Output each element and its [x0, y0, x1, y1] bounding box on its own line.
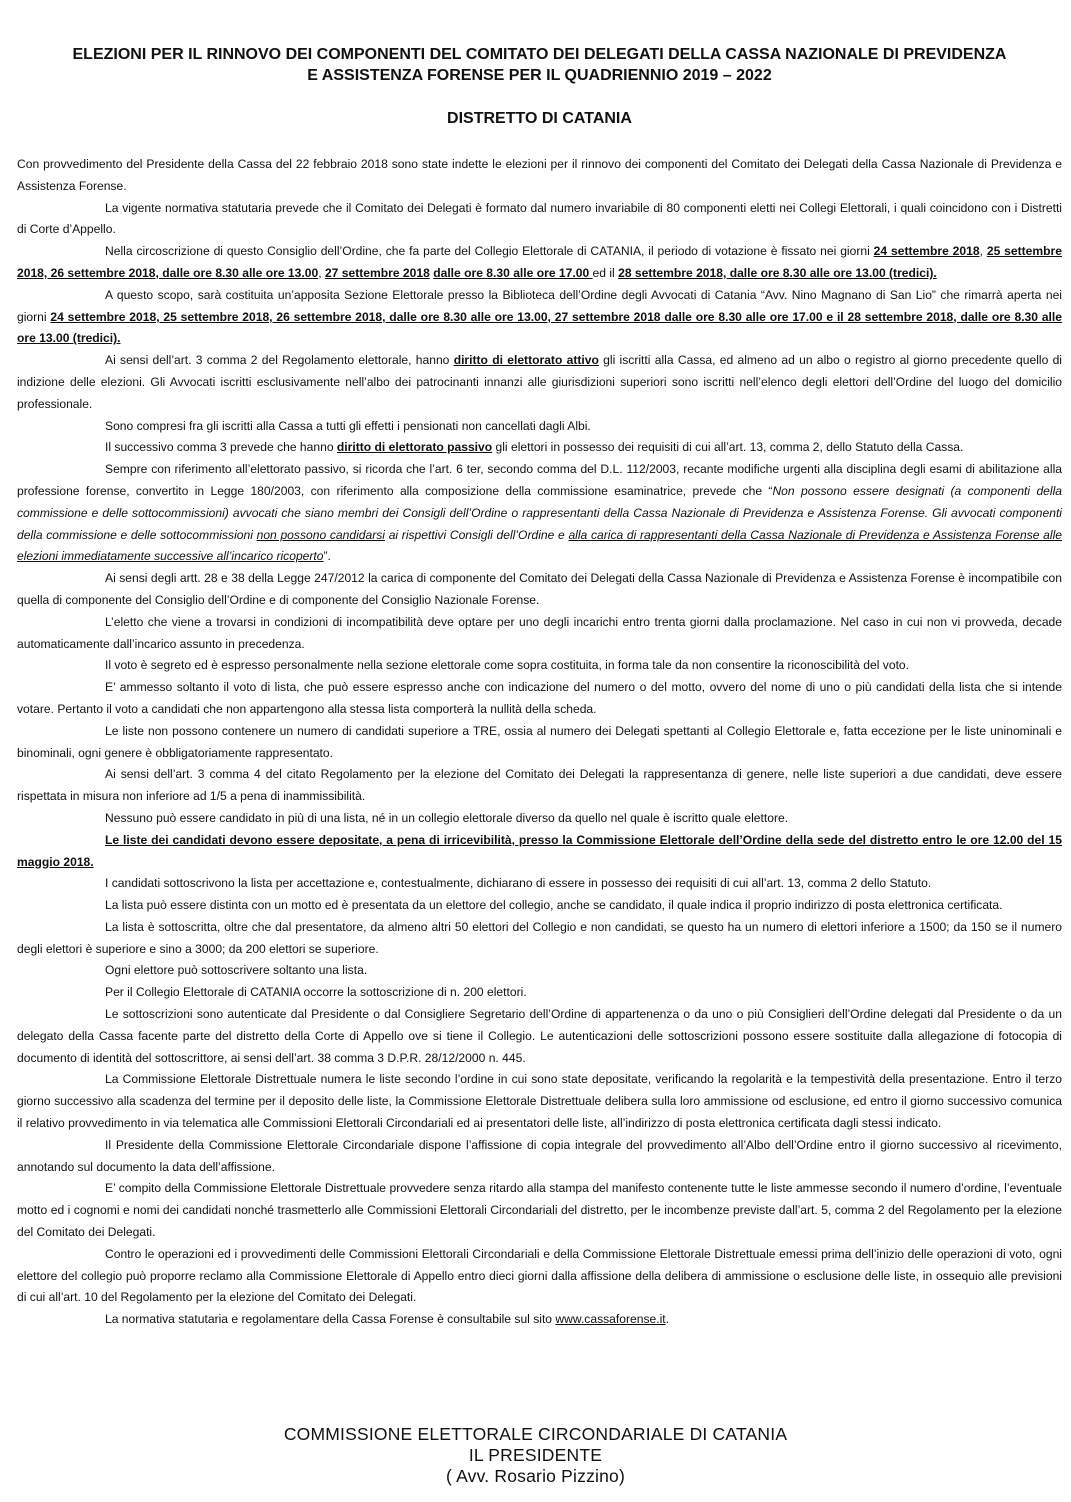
text-run: Il voto è segreto ed è espresso personalmente nella sezione elettorale come sopra costituita, in forma tale da non consentire la riconoscibilità del voto. [105, 658, 910, 673]
paragraph [17, 241, 1062, 285]
paragraph [17, 873, 1062, 895]
paragraph [17, 1004, 1062, 1069]
text-run: La lista può essere distinta con un motto ed è presentata da un elettore del collegio, anche se candidato, il quale indica il proprio indirizzo di posta elettronica certificata. [105, 898, 1003, 913]
emphasis-text: 27 settembre 2018 [324, 265, 430, 280]
text-run: gli iscritti alla Cassa, ed almeno ad un albo o registro al giorno precedente quello di indizione delle elezioni. Gli Avvocati iscritti esclusivamente nell’albo dei patrocinanti innanzi alle giurisdizioni superiori sono iscritti nell’elenco degli elettori dell’Ordine del luogo del domicilio professionale. [17, 353, 1062, 411]
emphasis-text: alla carica di rappresentanti della Cassa Nazionale di Previdenza e Assistenza Forense alle elezioni immediatamente successive all’incarico ricoperto [17, 527, 1062, 564]
text-run: Nella circoscrizione di questo Consiglio dell’Ordine, che fa parte del Collegio Elettorale di CATANIA, il periodo di votazione è fissato nei giorni [105, 244, 874, 259]
text-run: Nessuno può essere candidato in più di una lista, né in un collegio elettorale diverso da quello nel quale è iscritto quale elettore. [105, 810, 789, 825]
title-line-1: ELEZIONI PER IL RINNOVO DEI COMPONENTI DEL COMITATO DEI DELEGATI DELLA CASSA NAZIONALE DI PREVIDENZA [72, 46, 1007, 63]
paragraph [17, 895, 1062, 917]
text-run: Le sottoscrizioni sono autenticate dal Presidente o dal Consigliere Segretario dell’Ordine di appartenenza o da uno o più Consiglieri dell’Ordine delegati dal Presidente o da un delegato della Cassa facente parte del distretto della Corte di Appello ove si tiene il Collegio. Le autenticazioni delle sottoscrizioni possono essere sostituite dalla allegazione di fotocopia di documento di identità del sottoscrittore, ai sensi dell’art. 38 comma 3 D.P.R. 28/12/2000 n. 445. [17, 1007, 1062, 1065]
paragraph [17, 677, 1062, 721]
paragraph [17, 808, 1062, 830]
text-run: gli elettori in possesso dei requisiti di cui all’art. 13, comma 2, dello Statuto della Cassa. [492, 440, 964, 455]
paragraph [17, 655, 1062, 677]
paragraph [17, 917, 1062, 961]
paragraph [17, 568, 1062, 612]
text-run: La lista è sottoscritta, oltre che dal presentatore, da almeno altri 50 elettori del Collegio e non candidati, se questo ha un numero di elettori inferiore a 1500; da 150 se il numero degli elettori è superiore e sino a 3000; da 200 elettori se superiore. [17, 919, 1062, 956]
paragraph [17, 721, 1062, 765]
signature-commission: COMMISSIONE ELETTORALE CIRCONDARIALE DI CATANIA [283, 1424, 788, 1444]
paragraph [17, 437, 1062, 459]
emphasis-text: Le liste dei candidati devono essere depositate, a pena di irricevibilità, presso la Commissione Elettorale dell’Ordine della sede del distretto entro le ore 12.00 del 15 maggio 2018. [17, 832, 1062, 869]
website-link[interactable]: www.cassaforense.it [555, 1312, 666, 1327]
text-run: Ai sensi degli artt. 28 e 38 della Legge 247/2012 la carica di componente del Comitato dei Delegati della Cassa Nazionale di Previdenza e Assistenza Forense è incompatibile con quella di componente del Consiglio dell’Ordine e di componente del Consiglio Nazionale Forense. [17, 571, 1062, 607]
emphasis-text: diritto di elettorato passivo [336, 440, 493, 455]
text-run: I candidati sottoscrivono la lista per accettazione e, contestualmente, dichiarano di essere in possesso dei requisiti di cui all’art. 13, comma 2 dello Statuto. [105, 876, 932, 891]
text-run: , [979, 244, 987, 259]
document-page [17, 44, 1062, 1331]
paragraph [17, 830, 1062, 874]
paragraph [17, 764, 1062, 808]
text-run: Ai sensi dell’art. 3 comma 2 del Regolamento elettorale, hanno [105, 353, 454, 368]
text-run: Le liste non possono contenere un numero di candidati superiore a TRE, ossia al numero dei Delegati spettanti al Collegio Elettorale e, fatta eccezione per le liste uninominali e binominali, ogni genere è obbligatoriamente rappresentato. [17, 723, 1062, 760]
paragraph [17, 1069, 1062, 1134]
emphasis-text: 25 settembre 2018, 26 settembre 2018, dalle ore 8.30 alle ore 13.00 [17, 244, 1062, 280]
emphasis-text: diritto di elettorato attivo [453, 353, 599, 368]
emphasis-text: Non possono essere designati (a componenti della commissione e delle sottocommissioni) avvocati che siano membri dei Consigli dell’Ordine o rappresentanti della Cassa Nazionale di Previdenza e Assistenza Forense. Gli avvocati componenti della commissione e delle sottocommissioni [17, 483, 1063, 542]
paragraph [17, 1178, 1062, 1243]
text-run: Contro le operazioni ed i provvedimenti delle Commissioni Elettorali Circondariali e della Commissione Elettorale Distrettuale emessi prima dell’inizio delle operazioni di voto, ogni elettore del collegio può proporre reclamo alla Commissione Elettorale di Appello entro dieci giorni dalla affissione della delibera di ammissione o esclusione delle liste, in ossequio alle previsioni di cui all’art. 10 del Regolamento per la elezione del Comitato dei Delegati. [17, 1246, 1062, 1305]
emphasis-text: 24 settembre 2018, 25 settembre 2018, 26 settembre 2018, dalle ore 8.30 alle ore 13.00, 27 settembre 2018 dalle ore 8.30 alle ore 17.00 e il 28 settembre 2018, dalle ore 8.30 alle ore 13.00 (tredici). [17, 309, 1062, 346]
text-run: Con provvedimento del Presidente della Cassa del 22 febbraio 2018 sono state indette le elezioni per il rinnovo dei componenti del Comitato dei Delegati della Cassa Nazionale di Previdenza e Assistenza Forense. [17, 157, 1062, 193]
emphasis-text: dalle ore 8.30 alle ore 17.00 [433, 265, 593, 280]
document-body [17, 154, 1062, 1331]
text-run: , [318, 265, 325, 280]
paragraph [17, 198, 1062, 242]
text-run: Sono compresi fra gli iscritti alla Cassa a tutti gli effetti i pensionati non cancellati dagli Albi. [105, 418, 591, 433]
paragraph [17, 1135, 1062, 1179]
text-run: E’ ammesso soltanto il voto di lista, che può essere espresso anche con indicazione del numero o del motto, ovvero del nome di uno o più candidati della lista che si intende votare. Pertanto il voto a candidati che non appartengono alla stessa lista comporterà la nullità della scheda. [17, 680, 1062, 716]
emphasis-text: 24 settembre 2018 [873, 244, 980, 259]
paragraph [17, 612, 1062, 656]
text-run: La normativa statutaria e regolamentare della Cassa Forense è consultabile sul sito [105, 1312, 556, 1327]
emphasis-text: non possono candidarsi [256, 527, 385, 542]
paragraph [17, 459, 1062, 568]
paragraph [17, 285, 1062, 350]
signature-role: IL PRESIDENTE [468, 1445, 603, 1465]
paragraph [17, 1244, 1062, 1309]
signature-block [0, 1424, 1071, 1487]
text-run: Il Presidente della Commissione Elettorale Circondariale dispone l’affissione di copia integrale del provvedimento all’Albo dell’Ordine entro il giorno successivo al ricevimento, annotando sul documento la data dell’affissione. [17, 1137, 1062, 1174]
signature-name: ( Avv. Rosario Pizzino) [445, 1466, 625, 1486]
emphasis-text: 28 settembre 2018, dalle ore 8.30 alle ore 13.00 (tredici). [618, 265, 937, 280]
text-run: La Commissione Elettorale Distrettuale numera le liste secondo l’ordine in cui sono state depositate, verificando la regolarità e la tempestività della presentazione. Entro il terzo giorno successivo alla scadenza del termine per il deposito delle liste, la Commissione Elettorale Distrettuale delibera sulla loro ammissione od esclusione, ed entro il giorno successivo comunica il relativo provvedimento in via telematica alle Commissioni Elettorali Circondariali ed ai presentatori delle liste, all’indirizzo di posta elettronica certificata dagli stessi indicato. [17, 1072, 1062, 1131]
title-line-2: E ASSISTENZA FORENSE PER IL QUADRIENNIO 2019 – 2022 [307, 67, 772, 84]
text-run: L’eletto che viene a trovarsi in condizioni di incompatibilità deve optare per uno degli incarichi entro trenta giorni dalla proclamazione. Nel caso in cui non vi provveda, decade automaticamente dall’incarico assunto in precedenza. [17, 614, 1062, 651]
text-run: ”. [323, 549, 331, 564]
paragraph [17, 350, 1062, 415]
paragraph [17, 416, 1062, 438]
district-heading: DISTRETTO DI CATANIA [447, 110, 632, 127]
text-run: A questo scopo, sarà costituita un’apposita Sezione Elettorale presso la Biblioteca dell’Ordine degli Avvocati di Catania “Avv. Nino Magnano di San Lio” che rimarrà aperta nei giorni [17, 287, 1062, 324]
text-run: Ogni elettore può sottoscrivere soltanto una lista. [105, 963, 368, 978]
text-run: Per il Collegio Elettorale di CATANIA occorre la sottoscrizione di n. 200 elettori. [105, 985, 527, 1000]
text-run: Il successivo comma 3 prevede che hanno [105, 440, 337, 455]
text-run: ed il [592, 265, 619, 280]
text-run: La vigente normativa statutaria prevede che il Comitato dei Delegati è formato dal numero invariabile di 80 componenti eletti nei Collegi Elettorali, i quali coincidono con i Distretti di Corte d’Appello. [17, 200, 1062, 237]
paragraph [17, 1309, 1062, 1331]
emphasis-text: ai rispettivi Consigli dell’Ordine e [385, 527, 569, 542]
paragraph [17, 960, 1062, 982]
text-run: Ai sensi dell’art. 3 comma 4 del citato Regolamento per la elezione del Comitato dei Delegati la rappresentanza di genere, nelle liste superiori a due candidati, deve essere rispettata in misura non inferiore ad 1/5 a pena di inammissibilità. [17, 767, 1062, 804]
paragraph [17, 982, 1062, 1004]
text-run: Sempre con riferimento all’elettorato passivo, si ricorda che l’art. 6 ter, secondo comma del D.L. 112/2003, recante modifiche urgenti alla disciplina degli esami di abilitazione alla professione forense, convertito in Legge 180/2003, con riferimento alla composizione della commissione esaminatrice, prevede che “ [17, 462, 1062, 498]
text-run: E’ compito della Commissione Elettorale Distrettuale provvedere senza ritardo alla stampa del manifesto contenente tutte le liste ammesse secondo il numero d’ordine, l’eventuale motto ed i cognomi e nomi dei candidati nonché trasmetterlo alle Commissioni Elettorali Circondariali del distretto, per le incombenze previste dall’art. 5, comma 2 del Regolamento per la elezione del Comitato dei Delegati. [17, 1181, 1062, 1240]
text-run: . [665, 1312, 670, 1327]
document-title [17, 44, 1062, 86]
paragraph [17, 154, 1062, 198]
